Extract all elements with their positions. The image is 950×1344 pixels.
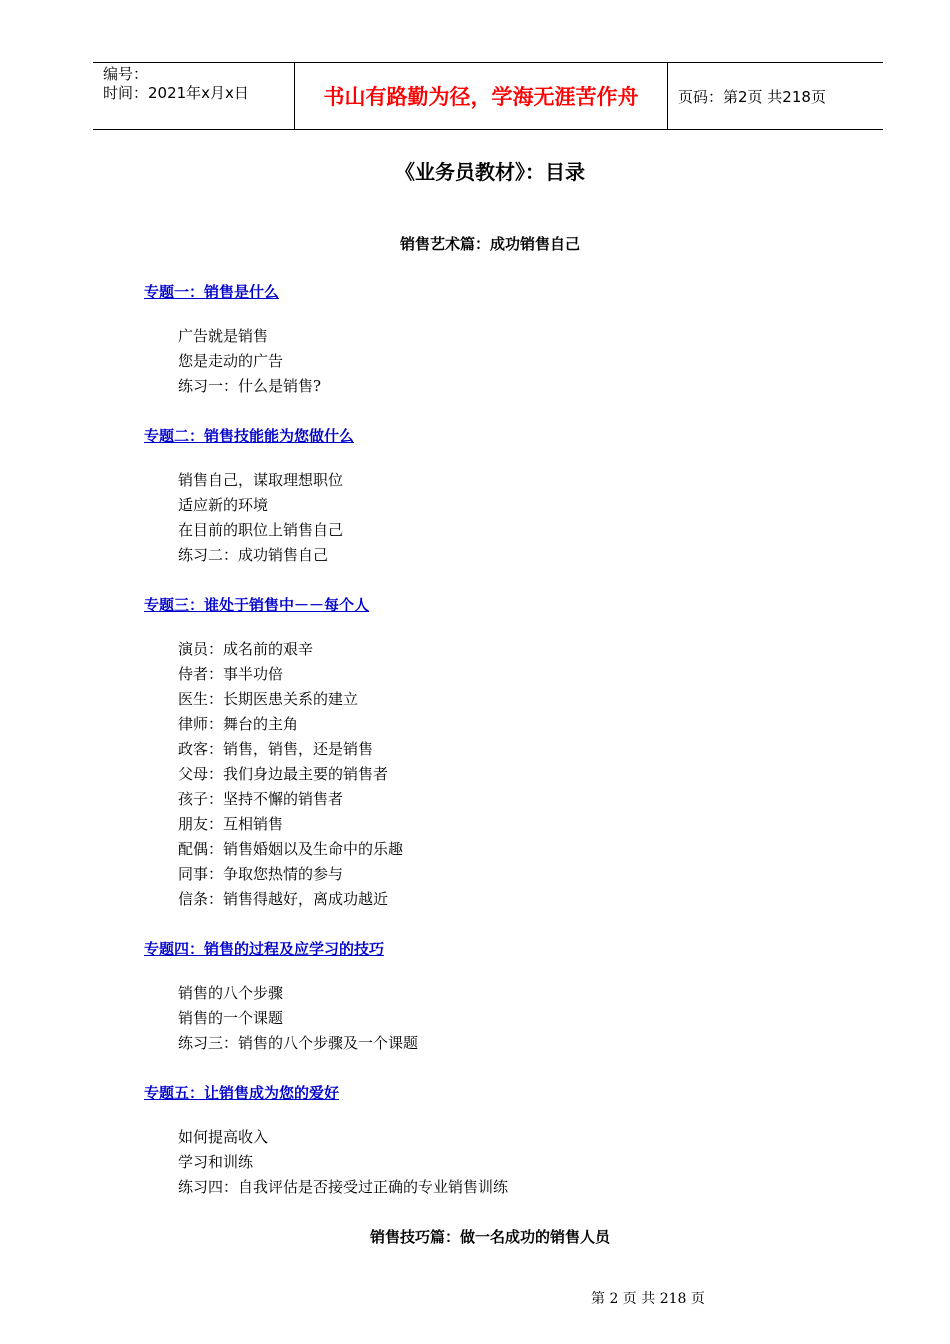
list-item: 练习一：什么是销售? (178, 377, 322, 395)
list-item: 广告就是销售 (178, 327, 269, 345)
list-item: 练习二：成功销售自己 (178, 546, 329, 564)
topic-link-1[interactable]: 专题一：销售是什么 (144, 283, 280, 301)
header-page-info: 页码：第2页 共218页 (678, 87, 826, 106)
page-header (93, 62, 883, 130)
topic-4-items (178, 981, 418, 1056)
list-item: 销售的一个课题 (178, 1009, 284, 1027)
list-item: 朋友：互相销售 (178, 815, 284, 833)
list-item: 律师：舞台的主角 (178, 715, 299, 733)
topic-link-4[interactable]: 专题四：销售的过程及应学习的技巧 (144, 940, 385, 958)
list-item: 销售自己，谋取理想职位 (178, 471, 344, 489)
header-meta (93, 63, 295, 129)
topic-5-items (178, 1125, 508, 1200)
part-heading-1: 销售艺术篇：成功销售自己 (399, 235, 580, 253)
list-item: 侍者：事半功倍 (178, 665, 284, 683)
list-item: 政客：销售，销售，还是销售 (178, 740, 374, 758)
list-item: 演员：成名前的艰辛 (178, 640, 314, 658)
list-item: 学习和训练 (178, 1153, 254, 1171)
topic-link-2[interactable]: 专题二：销售技能能为您做什么 (144, 427, 355, 445)
list-item: 在目前的职位上销售自己 (178, 521, 344, 539)
list-item: 孩子：坚持不懈的销售者 (178, 790, 344, 808)
list-item: 如何提高收入 (178, 1128, 269, 1146)
list-item: 同事：争取您热情的参与 (178, 865, 344, 883)
list-item: 您是走动的广告 (178, 352, 284, 370)
document-title: 《业务员教材》：目录 (395, 160, 585, 184)
list-item: 销售的八个步骤 (178, 984, 284, 1002)
header-motto: 书山有路勤为径，学海无涯苦作舟 (295, 63, 668, 129)
list-item: 父母：我们身边最主要的销售者 (178, 765, 389, 783)
list-item: 医生：长期医患关系的建立 (178, 690, 359, 708)
part-heading-2: 销售技巧篇：做一名成功的销售人员 (369, 1228, 610, 1246)
topic-1-items (178, 324, 321, 399)
topic-link-5[interactable]: 专题五：让销售成为您的爱好 (144, 1084, 340, 1102)
list-item: 适应新的环境 (178, 496, 269, 514)
list-item: 配偶：销售婚姻以及生命中的乐趣 (178, 840, 404, 858)
list-item: 练习四：自我评估是否接受过正确的专业销售训练 (178, 1178, 509, 1196)
time-label: 时间：2021年x月x日 (103, 84, 249, 102)
list-item: 信条：销售得越好，离成功越近 (178, 890, 389, 908)
list-item: 练习三：销售的八个步骤及一个课题 (178, 1034, 419, 1052)
page-footer: 第 2 页 共 218 页 (591, 1291, 705, 1307)
number-label: 编号： (103, 65, 149, 83)
topic-link-3[interactable]: 专题三：谁处于销售中－－每个人 (144, 596, 370, 614)
topic-2-items (178, 468, 343, 568)
topic-3-items (178, 637, 403, 912)
